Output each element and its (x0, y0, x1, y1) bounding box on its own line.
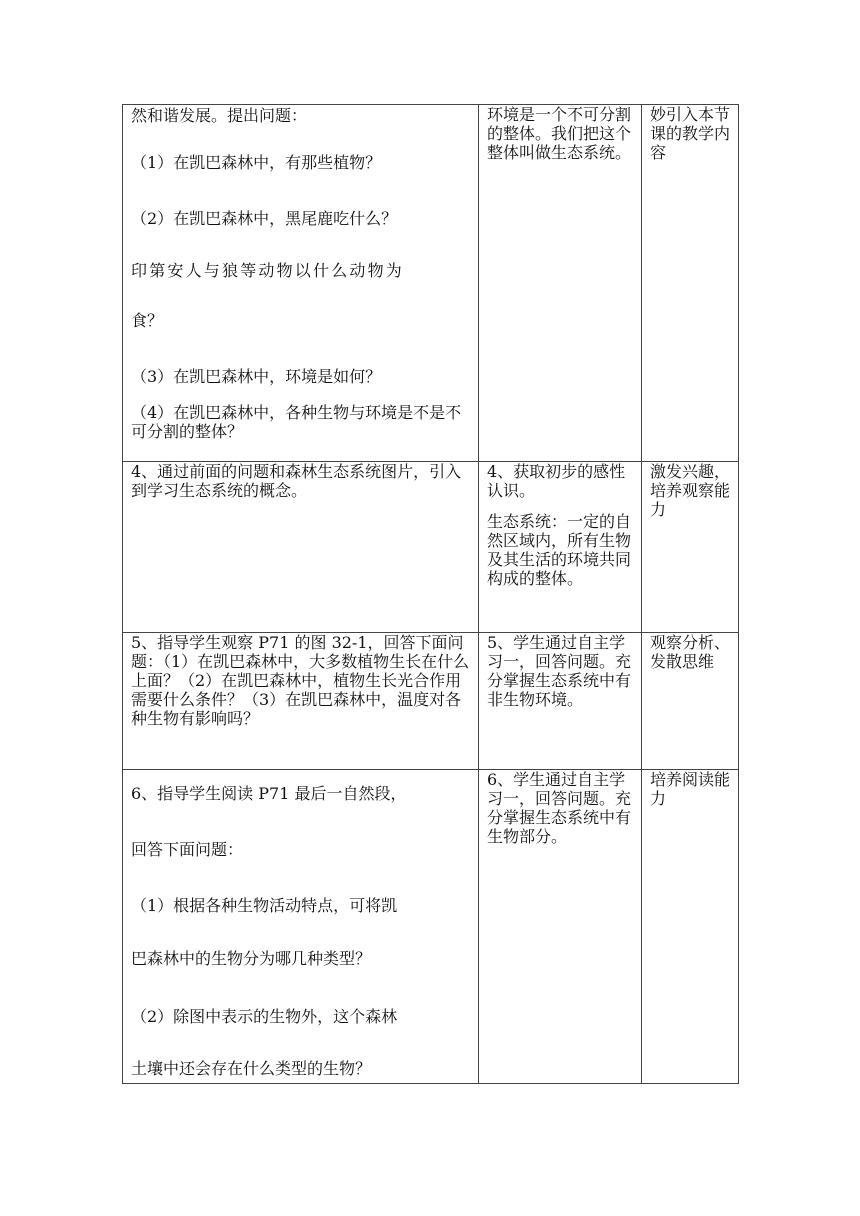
question-2: （2）除图中表示的生物外，这个森林 (131, 1007, 398, 1026)
student-activity-cell (479, 770, 642, 1084)
definition-text: 生态系统：一定的自然区域内，所有生物及其生活的环境共同构成的整体。 (487, 512, 632, 588)
student-text: 4、获取初步的感性认识。 (487, 462, 626, 500)
intent-text: 观察分析、发散思维 (650, 633, 731, 671)
question-2: （2）在凯巴森林中，黑尾鹿吃什么？ (131, 209, 398, 228)
question-4: （4）在凯巴森林中，各种生物与环境是不是不可分割的整体？ (131, 403, 462, 441)
teacher-activity-cell (123, 770, 479, 1084)
teacher-text: 5、指导学生观察 P71 的图 32-1，回答下面问题：（1）在凯巴森林中，大多数植物生长在什么上面？（2）在凯巴森林中，植物生长光合作用需要什么条件？（3）在凯巴森林中，温度对各种生物有影响吗？ (131, 633, 470, 728)
teacher-activity-cell (123, 462, 479, 633)
teacher-activity-cell (123, 105, 479, 462)
teacher-activity-cell (123, 633, 479, 770)
question-1-cont: 巴森林中的生物分为哪几种类型？ (131, 949, 372, 968)
student-activity-cell (479, 105, 642, 462)
table-row (123, 633, 739, 770)
question-2-cont: 土壤中还会存在什么类型的生物？ (131, 1059, 372, 1078)
design-intent-cell (642, 770, 739, 1084)
question-2-end: 食？ (131, 311, 164, 330)
table-row (123, 770, 739, 1084)
design-intent-cell (642, 105, 739, 462)
question-3: （3）在凯巴森林中，环境是如何？ (131, 367, 382, 386)
student-activity-cell (479, 633, 642, 770)
intent-text: 妙引入本节课的教学内容 (650, 105, 731, 162)
question-1: （1）在凯巴森林中，有那些植物？ (131, 153, 382, 172)
student-text: 6、学生通过自主学习一，回答问题。充分掌握生态系统中有生物部分。 (487, 770, 632, 846)
teacher-text: 6、指导学生阅读 P71 最后一自然段， (131, 784, 407, 803)
question-1: （1）根据各种生物活动特点，可将凯 (131, 896, 398, 915)
table-row (123, 105, 739, 462)
question-2-cont: 印第安人与狼等动物以什么动物为 (131, 261, 405, 280)
table-row (123, 462, 739, 633)
teacher-text: 4、通过前面的问题和森林生态系统图片，引入到学习生态系统的概念。 (131, 462, 462, 500)
student-text: 5、学生通过自主学习一，回答问题。充分掌握生态系统中有非生物环境。 (487, 633, 632, 709)
lesson-plan-table (122, 104, 739, 1084)
design-intent-cell (642, 462, 739, 633)
intent-text: 激发兴趣，培养观察能力 (650, 462, 731, 519)
intent-text: 培养阅读能力 (650, 770, 731, 808)
design-intent-cell (642, 633, 739, 770)
student-text: 环境是一个不可分割的整体。我们把这个整体叫做生态系统。 (487, 105, 632, 162)
teacher-text: 回答下面问题： (131, 840, 244, 859)
teacher-text: 然和谐发展。提出问题： (131, 106, 308, 125)
student-activity-cell (479, 462, 642, 633)
